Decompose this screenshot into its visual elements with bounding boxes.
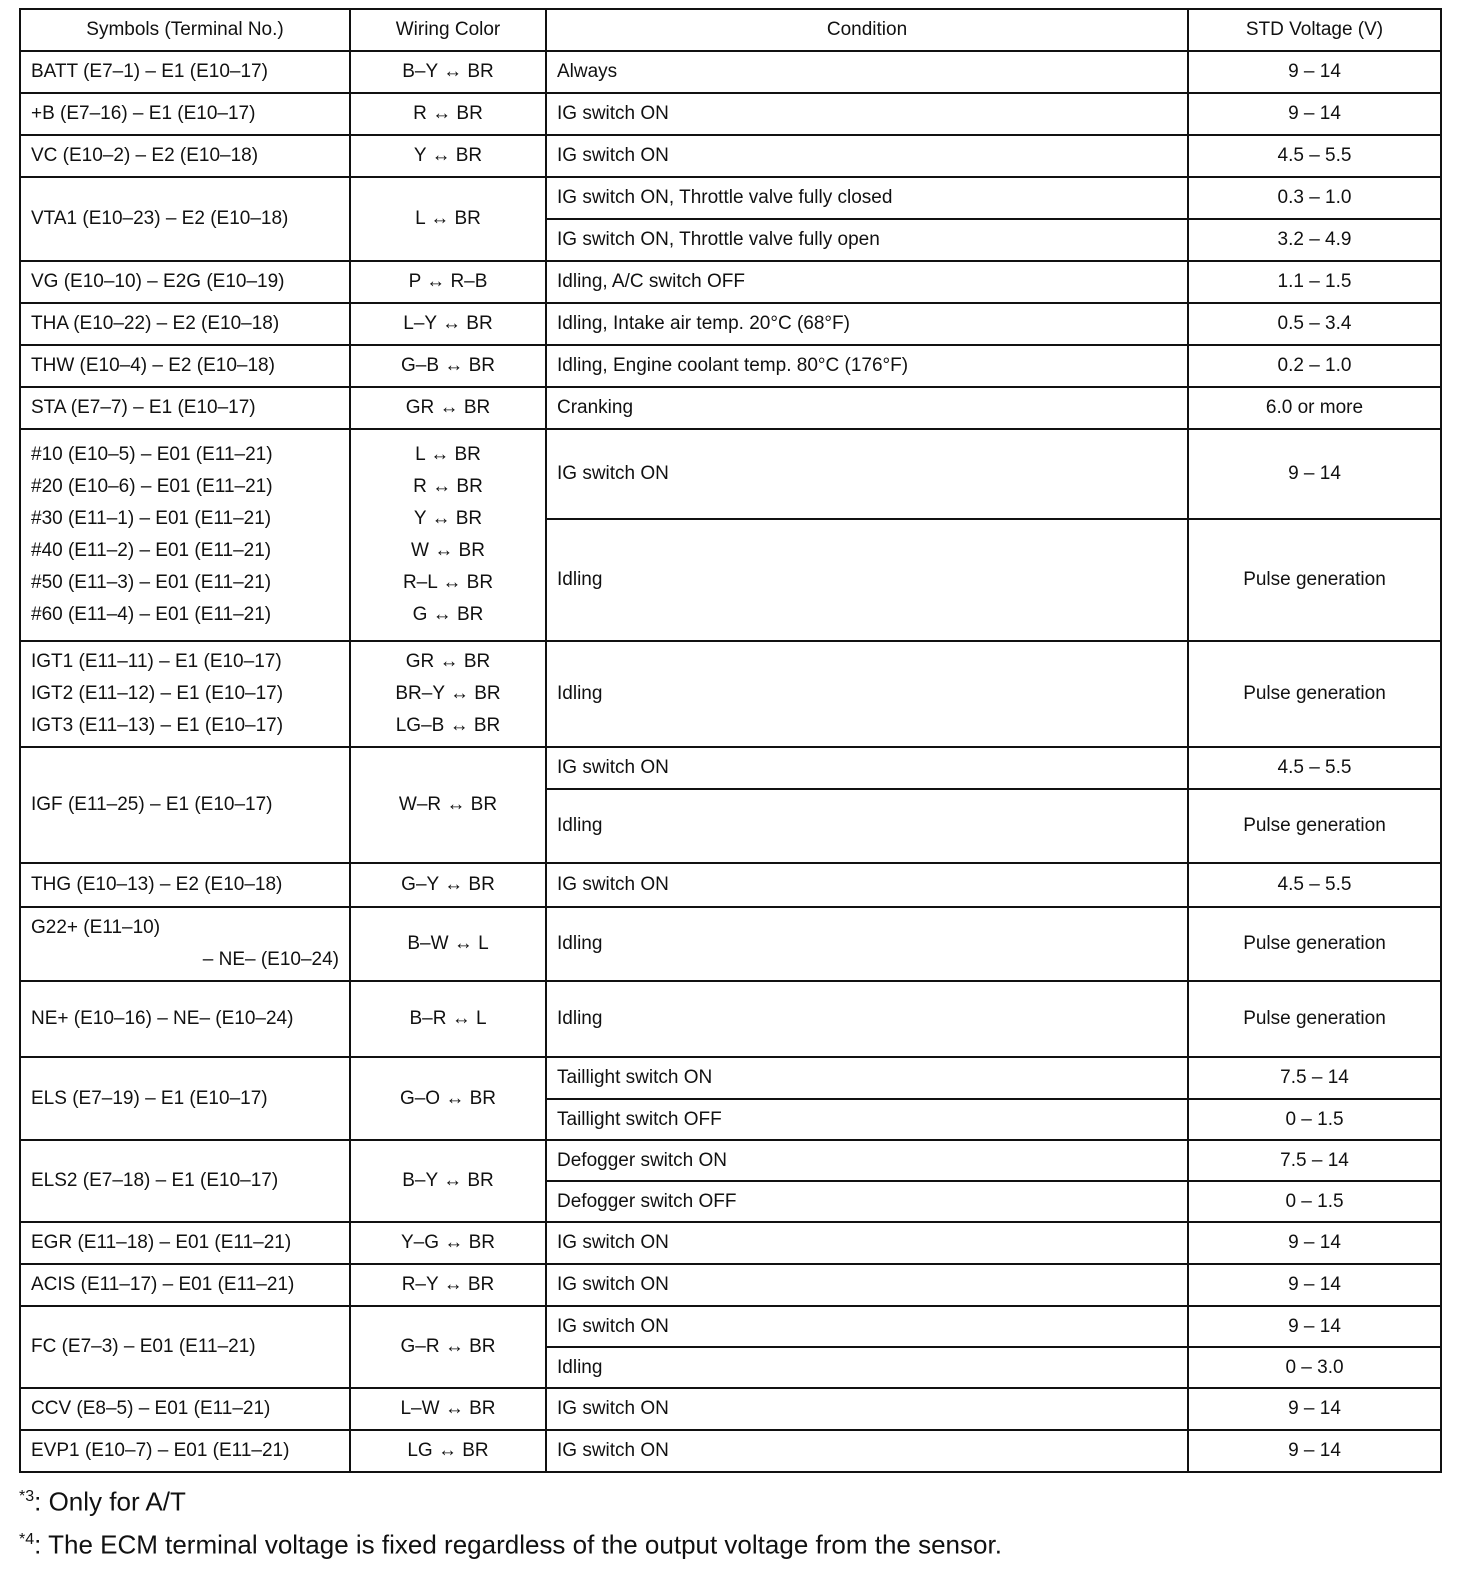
voltage-cell: 0 – 1.5 xyxy=(1188,1099,1441,1140)
voltage-cell: 9 – 14 xyxy=(1188,1430,1441,1472)
wiring-cell xyxy=(350,429,546,641)
wiring-cell: W–R ↔ BR xyxy=(350,747,546,863)
symbol-line: G22+ (E11–10) xyxy=(31,917,161,938)
condition-cell: Idling xyxy=(546,789,1188,863)
symbol-cell: THW (E10–4) – E2 (E10–18) xyxy=(20,345,350,387)
row-plusb xyxy=(20,93,1441,135)
condition-cell: Idling xyxy=(546,519,1188,641)
wiring-cell: L ↔ BR xyxy=(350,177,546,261)
wiring-line: LG–B ↔ BR xyxy=(395,715,501,736)
row-evp1 xyxy=(20,1430,1441,1472)
wiring-cell: G–B ↔ BR xyxy=(350,345,546,387)
voltage-cell: 0 – 1.5 xyxy=(1188,1181,1441,1222)
row-igf xyxy=(20,747,1441,789)
wiring-line: GR ↔ BR xyxy=(405,651,491,672)
wiring-cell: B–W ↔ L xyxy=(350,907,546,981)
symbol-cell: ELS2 (E7–18) – E1 (E10–17) xyxy=(20,1140,350,1222)
symbol-cell xyxy=(20,641,350,747)
condition-cell: IG switch ON xyxy=(546,1264,1188,1306)
voltage-cell: 9 – 14 xyxy=(1188,1222,1441,1264)
voltage-cell: 9 – 14 xyxy=(1188,1388,1441,1430)
wiring-cell: G–R ↔ BR xyxy=(350,1306,546,1388)
condition-cell: IG switch ON, Throttle valve fully closed xyxy=(546,177,1188,219)
wiring-line: W ↔ BR xyxy=(411,540,485,561)
footnote-3 xyxy=(19,1478,1002,1521)
wiring-cell: P ↔ R–B xyxy=(350,261,546,303)
row-sta xyxy=(20,387,1441,429)
voltage-cell: 9 – 14 xyxy=(1188,51,1441,93)
condition-cell: Idling, A/C switch OFF xyxy=(546,261,1188,303)
ecm-terminal-table xyxy=(19,8,1442,1473)
symbol-cell: STA (E7–7) – E1 (E10–17) xyxy=(20,387,350,429)
condition-cell: Defogger switch ON xyxy=(546,1140,1188,1181)
header-wiring: Wiring Color xyxy=(350,9,546,51)
voltage-cell: 4.5 – 5.5 xyxy=(1188,747,1441,789)
symbol-line: – NE– (E10–24) xyxy=(202,949,339,970)
footnote-text: : Only for A/T xyxy=(34,1486,186,1517)
condition-cell: IG switch ON xyxy=(546,1388,1188,1430)
condition-cell: IG switch ON xyxy=(546,863,1188,907)
footnotes xyxy=(19,1478,1002,1563)
condition-cell: Idling, Intake air temp. 20°C (68°F) xyxy=(546,303,1188,345)
condition-cell: IG switch ON xyxy=(546,93,1188,135)
symbol-cell: CCV (E8–5) – E01 (E11–21) xyxy=(20,1388,350,1430)
condition-cell: Cranking xyxy=(546,387,1188,429)
symbol-line: #50 (E11–3) – E01 (E11–21) xyxy=(31,572,272,593)
wiring-line: L ↔ BR xyxy=(415,444,481,465)
row-egr xyxy=(20,1222,1441,1264)
voltage-cell: 7.5 – 14 xyxy=(1188,1057,1441,1099)
wiring-cell xyxy=(350,641,546,747)
wiring-line: R–L ↔ BR xyxy=(402,572,494,593)
voltage-cell: 3.2 – 4.9 xyxy=(1188,219,1441,261)
voltage-cell: Pulse generation xyxy=(1188,789,1441,863)
wiring-line: R ↔ BR xyxy=(413,476,483,497)
wiring-cell: LG ↔ BR xyxy=(350,1430,546,1472)
condition-cell: Taillight switch OFF xyxy=(546,1099,1188,1140)
wiring-line: G ↔ BR xyxy=(412,604,484,625)
wiring-line: BR–Y ↔ BR xyxy=(395,683,501,704)
condition-cell: IG switch ON, Throttle valve fully open xyxy=(546,219,1188,261)
voltage-cell: 0 – 3.0 xyxy=(1188,1347,1441,1388)
condition-cell: Taillight switch ON xyxy=(546,1057,1188,1099)
symbol-line: #30 (E11–1) – E01 (E11–21) xyxy=(31,508,272,529)
condition-cell: Idling xyxy=(546,641,1188,747)
condition-cell: Idling xyxy=(546,1347,1188,1388)
row-thw xyxy=(20,345,1441,387)
row-tha xyxy=(20,303,1441,345)
symbol-cell: THA (E10–22) – E2 (E10–18) xyxy=(20,303,350,345)
symbol-cell: ACIS (E11–17) – E01 (E11–21) xyxy=(20,1264,350,1306)
condition-cell: IG switch ON xyxy=(546,747,1188,789)
wiring-line: Y ↔ BR xyxy=(413,508,483,529)
row-vc xyxy=(20,135,1441,177)
header-voltage: STD Voltage (V) xyxy=(1188,9,1441,51)
symbol-cell: EVP1 (E10–7) – E01 (E11–21) xyxy=(20,1430,350,1472)
wiring-cell: L–W ↔ BR xyxy=(350,1388,546,1430)
header-condition: Condition xyxy=(546,9,1188,51)
footnote-4 xyxy=(19,1521,1002,1564)
row-injectors xyxy=(20,429,1441,519)
row-ccv xyxy=(20,1388,1441,1430)
symbol-cell: +B (E7–16) – E1 (E10–17) xyxy=(20,93,350,135)
voltage-cell: 7.5 – 14 xyxy=(1188,1140,1441,1181)
row-fc xyxy=(20,1306,1441,1347)
voltage-cell: 0.3 – 1.0 xyxy=(1188,177,1441,219)
row-els xyxy=(20,1057,1441,1099)
voltage-cell: 9 – 14 xyxy=(1188,93,1441,135)
footnote-text: : The ECM terminal voltage is fixed regardless of the output voltage from the sensor. xyxy=(34,1529,1002,1560)
voltage-cell: 9 – 14 xyxy=(1188,1306,1441,1347)
symbol-line: IGT3 (E11–13) – E1 (E10–17) xyxy=(31,715,284,736)
wiring-cell: R–Y ↔ BR xyxy=(350,1264,546,1306)
row-g22 xyxy=(20,907,1441,981)
wiring-cell: B–Y ↔ BR xyxy=(350,51,546,93)
condition-cell: Idling xyxy=(546,981,1188,1057)
voltage-cell: 4.5 – 5.5 xyxy=(1188,135,1441,177)
symbol-cell xyxy=(20,429,350,641)
row-vg xyxy=(20,261,1441,303)
row-batt xyxy=(20,51,1441,93)
voltage-cell: Pulse generation xyxy=(1188,981,1441,1057)
condition-cell: IG switch ON xyxy=(546,1306,1188,1347)
symbol-cell: VG (E10–10) – E2G (E10–19) xyxy=(20,261,350,303)
symbol-line: IGT1 (E11–11) – E1 (E10–17) xyxy=(31,651,282,672)
voltage-cell: Pulse generation xyxy=(1188,907,1441,981)
wiring-cell: L–Y ↔ BR xyxy=(350,303,546,345)
symbol-line: #20 (E10–6) – E01 (E11–21) xyxy=(31,476,273,497)
row-els2 xyxy=(20,1140,1441,1181)
symbol-cell: BATT (E7–1) – E1 (E10–17) xyxy=(20,51,350,93)
header-symbols: Symbols (Terminal No.) xyxy=(20,9,350,51)
voltage-cell: 6.0 or more xyxy=(1188,387,1441,429)
condition-cell: Idling xyxy=(546,907,1188,981)
wiring-cell: Y–G ↔ BR xyxy=(350,1222,546,1264)
footnote-mark: *3 xyxy=(19,1488,35,1505)
voltage-cell: Pulse generation xyxy=(1188,519,1441,641)
voltage-cell: 1.1 – 1.5 xyxy=(1188,261,1441,303)
symbol-line: #60 (E11–4) – E01 (E11–21) xyxy=(31,604,272,625)
voltage-cell: 9 – 14 xyxy=(1188,429,1441,519)
symbol-cell: VTA1 (E10–23) – E2 (E10–18) xyxy=(20,177,350,261)
row-igt xyxy=(20,641,1441,747)
wiring-cell: Y ↔ BR xyxy=(350,135,546,177)
voltage-cell: 4.5 – 5.5 xyxy=(1188,863,1441,907)
row-thg xyxy=(20,863,1441,907)
condition-cell: Always xyxy=(546,51,1188,93)
symbol-line: #40 (E11–2) – E01 (E11–21) xyxy=(31,540,272,561)
symbol-cell: NE+ (E10–16) – NE– (E10–24) xyxy=(20,981,350,1057)
symbol-line: #10 (E10–5) – E01 (E11–21) xyxy=(31,444,273,465)
symbol-cell: VC (E10–2) – E2 (E10–18) xyxy=(20,135,350,177)
header-row xyxy=(20,9,1441,51)
condition-cell: Defogger switch OFF xyxy=(546,1181,1188,1222)
wiring-cell: GR ↔ BR xyxy=(350,387,546,429)
condition-cell: IG switch ON xyxy=(546,1430,1188,1472)
condition-cell: IG switch ON xyxy=(546,429,1188,519)
symbol-cell: FC (E7–3) – E01 (E11–21) xyxy=(20,1306,350,1388)
wiring-cell: G–Y ↔ BR xyxy=(350,863,546,907)
symbol-line: IGT2 (E11–12) – E1 (E10–17) xyxy=(31,683,284,704)
symbol-cell xyxy=(20,907,350,981)
footnote-mark: *4 xyxy=(19,1530,35,1548)
condition-cell: IG switch ON xyxy=(546,1222,1188,1264)
symbol-cell: ELS (E7–19) – E1 (E10–17) xyxy=(20,1057,350,1140)
symbol-cell: THG (E10–13) – E2 (E10–18) xyxy=(20,863,350,907)
voltage-cell: 0.2 – 1.0 xyxy=(1188,345,1441,387)
voltage-cell: 0.5 – 3.4 xyxy=(1188,303,1441,345)
wiring-cell: B–Y ↔ BR xyxy=(350,1140,546,1222)
wiring-cell: G–O ↔ BR xyxy=(350,1057,546,1140)
symbol-cell: EGR (E11–18) – E01 (E11–21) xyxy=(20,1222,350,1264)
voltage-cell: Pulse generation xyxy=(1188,641,1441,747)
wiring-cell: R ↔ BR xyxy=(350,93,546,135)
row-acis xyxy=(20,1264,1441,1306)
wiring-cell: B–R ↔ L xyxy=(350,981,546,1057)
terminal-voltage-sheet xyxy=(19,8,1442,1473)
row-ne xyxy=(20,981,1441,1057)
voltage-cell: 9 – 14 xyxy=(1188,1264,1441,1306)
row-vta1 xyxy=(20,177,1441,219)
condition-cell: IG switch ON xyxy=(546,135,1188,177)
symbol-cell: IGF (E11–25) – E1 (E10–17) xyxy=(20,747,350,863)
condition-cell: Idling, Engine coolant temp. 80°C (176°F) xyxy=(546,345,1188,387)
